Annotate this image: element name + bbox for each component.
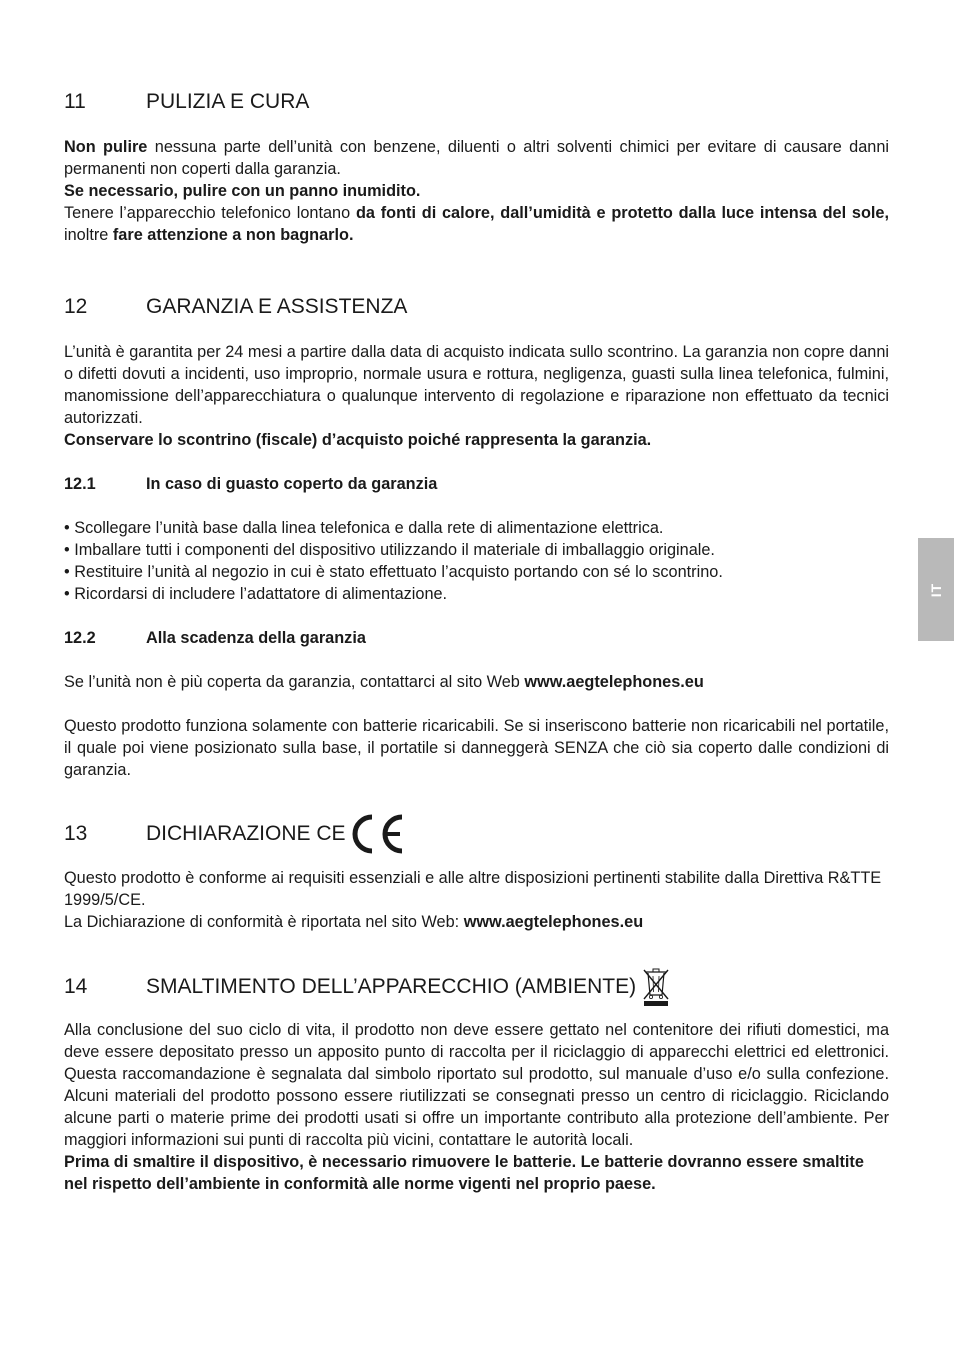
- list-item: • Ricordarsi di includere l’adattatore di alimentazione.: [64, 585, 448, 603]
- section-12-2-heading: [64, 627, 889, 649]
- section-title: GARANZIA E ASSISTENZA: [146, 295, 408, 318]
- bold-text: Non pulire: [64, 138, 148, 156]
- bold-text: Prima di smaltire il dispositivo, è necessario rimuovere le batterie. Le batterie dovranno essere smaltite nel rispetto dell’ambiente in conformità alle norme vigenti nel proprio paese.: [64, 1153, 864, 1193]
- cleaning-care-paragraph: [64, 202, 889, 246]
- text: Se l’unità non è più coperta da garanzia, contattarci al sito Web: [64, 673, 525, 691]
- section-12-heading: [64, 291, 889, 323]
- cleaning-instruction: [64, 180, 889, 202]
- bold-text: fare attenzione a non bagnarlo.: [112, 226, 354, 244]
- contact-paragraph: [64, 671, 889, 693]
- weee-crossed-bin-icon: [642, 967, 670, 1007]
- bold-text: Se necessario, pulire con un panno inumidito.: [64, 182, 421, 200]
- document-body: [64, 86, 889, 1195]
- section-12-1-heading: [64, 473, 889, 495]
- list-item: • Restituire l’unità al negozio in cui è stato effettuato l’acquisto portando con sé lo scontrino.: [64, 563, 723, 581]
- section-number: 12.1: [64, 475, 96, 493]
- website-link[interactable]: www.aegtelephones.eu: [524, 673, 704, 691]
- section-number: 12: [64, 295, 88, 318]
- warranty-paragraph: L’unità è garantita per 24 mesi a partire dalla data di acquisto indicata sullo scontrino. La garanzia non copre danni o difetti dovuti a incidenti, uso improprio, normale usura e rottura, negligenza, guasti sulla linea telefonica, fulmini, manomissione dell’apparecchiatura o qualunque intervento di regolazione e riparazione non effettuato da tecnici autorizzati.: [64, 343, 889, 427]
- battery-disposal-note: [64, 1151, 889, 1195]
- section-title: In caso di guasto coperto da garanzia: [146, 475, 438, 493]
- conformity-paragraph: Questo prodotto è conforme ai requisiti essenziali e alle altre disposizioni pertinenti stabilite dalla Direttiva R&TTE 1999/5/CE.: [64, 869, 882, 909]
- bold-text: da fonti di calore, dall’umidità e protetto dalla luce intensa del sole,: [355, 204, 889, 222]
- section-13-heading: [64, 813, 889, 855]
- section-number: 11: [64, 90, 86, 113]
- text: nessuna parte dell’unità con benzene, diluenti o altri solventi chimici per evitare di causare danni permanenti non coperti dalla garanzia.: [64, 138, 890, 178]
- conformity-declaration: [64, 911, 889, 933]
- website-link[interactable]: www.aegtelephones.eu: [463, 913, 644, 931]
- section-number: 12.2: [64, 629, 96, 647]
- section-number: 13: [64, 822, 88, 845]
- battery-paragraph: Questo prodotto funziona solamente con batterie ricaricabili. Se si inseriscono batterie non ricaricabili nel portatile, il quale poi viene posizionato sulla base, il portatile si danneggerà SENZA che ciò sia coperto dalle condizioni di garanzia.: [64, 717, 889, 779]
- bold-text: Conservare lo scontrino (fiscale) d’acquisto poiché rappresenta la garanzia.: [64, 431, 652, 449]
- language-tab-label: IT: [927, 582, 944, 597]
- ce-mark-icon: [350, 813, 410, 855]
- warranty-note: [64, 429, 889, 451]
- language-tab: [918, 538, 954, 641]
- list-item: • Imballare tutti i componenti del dispositivo utilizzando il materiale di imballaggio originale.: [64, 541, 715, 559]
- section-11-heading: [64, 86, 889, 118]
- text: La Dichiarazione di conformità è riportata nel sito Web:: [64, 913, 464, 931]
- section-title: PULIZIA E CURA: [146, 90, 310, 113]
- text: Tenere l’apparecchio telefonico lontano: [64, 204, 356, 222]
- section-title: SMALTIMENTO DELL’APPARECCHIO (AMBIENTE): [146, 975, 637, 998]
- section-title: Alla scadenza della garanzia: [146, 629, 366, 647]
- disposal-paragraph: Alla conclusione del suo ciclo di vita, il prodotto non deve essere gettato nel contenitore dei rifiuti domestici, ma deve essere depositato presso un apposito punto di raccolta per il riciclaggio di apparecchi elettrici ed elettronici. Questa raccomandazione è segnalata dal simbolo riportato sul prodotto, sul manuale d’uso e/o sulla confezione. Alcuni materiali del prodotto possono essere riutilizzati se consegnati presso un centro di riciclaggio. Riciclando alcune parti o materie prime dei prodotti usati si offre un importante contributo alla protezione dell’ambiente. Per maggiori informazioni sui punti di raccolta più vicini, contattare le autorità locali.: [64, 1021, 889, 1149]
- list-item: • Scollegare l’unità base dalla linea telefonica e dalla rete di alimentazione elettrica.: [64, 519, 664, 537]
- section-title: DICHIARAZIONE CE: [146, 822, 346, 845]
- section-14-heading: [64, 967, 889, 1007]
- section-number: 14: [64, 975, 88, 998]
- text: inoltre: [64, 226, 113, 244]
- cleaning-paragraph: [64, 136, 889, 180]
